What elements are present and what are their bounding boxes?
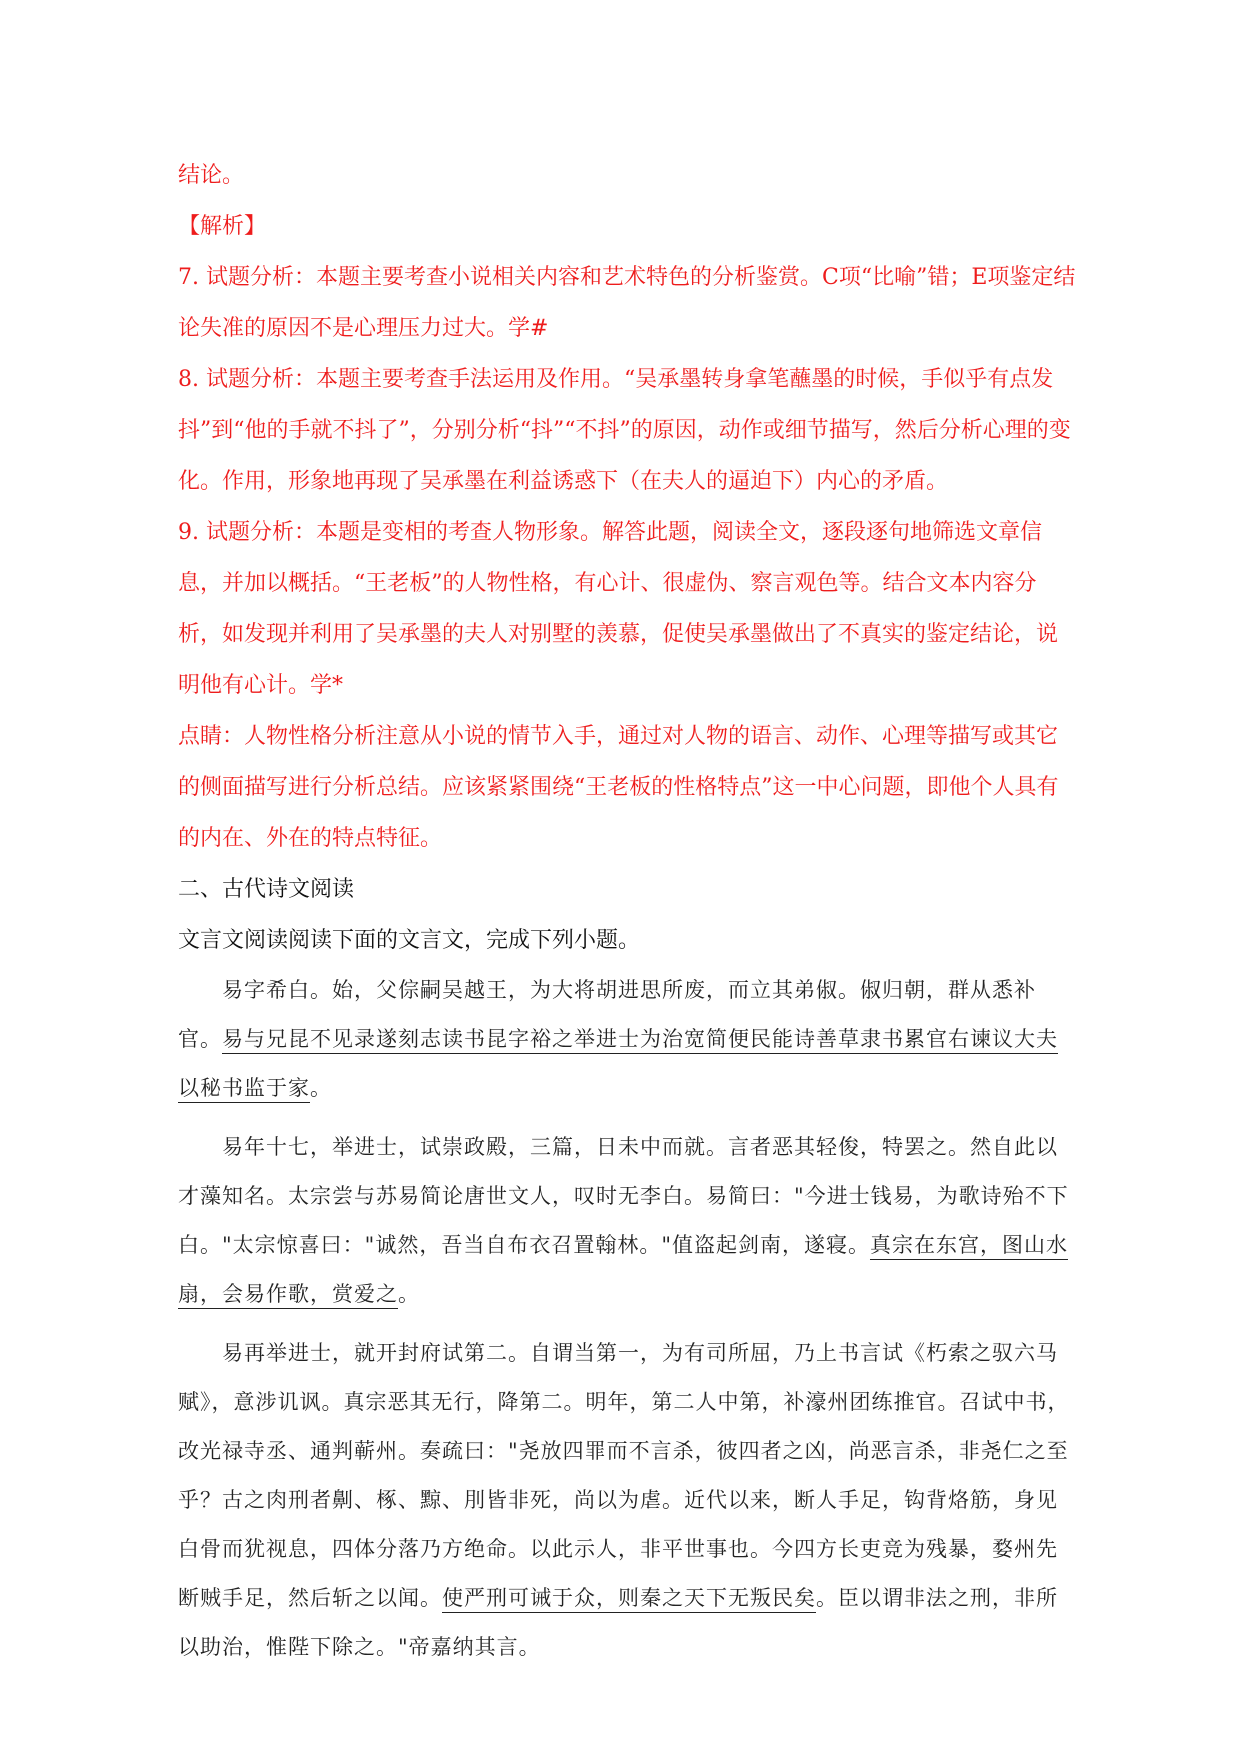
- analysis-heading: 【解析】: [178, 214, 267, 239]
- question-7-analysis: 7. 试题分析：本题主要考查小说相关内容和艺术特色的分析鉴赏。C项“比喻”错；E项鉴定结论失准的原因不是心理压力过大。学#: [178, 265, 1076, 341]
- answer-conclusion-line: 结论。: [178, 163, 245, 188]
- passage-text: 。臣以谓非法之刑，非所以助治，惟陛下除之。"帝嘉纳其言。: [178, 1586, 1058, 1659]
- passage-paragraph-1: [178, 966, 1078, 1113]
- passage-text: 。: [398, 1282, 420, 1306]
- question-8-analysis: 8. 试题分析：本题主要考查手法运用及作用。“吴承墨转身拿笔蘸墨的时候，手似乎有点发抖”到“他的手就不抖了”，分别分析“抖”“不抖”的原因，动作或细节描写，然后分析心理的变化。作用，形象地再现了吴承墨在利益诱惑下（在夫人的逼迫下）内心的矛盾。: [178, 367, 1071, 494]
- document-body: [178, 150, 1078, 1672]
- passage-paragraph-3: [178, 1329, 1078, 1672]
- underlined-sentence: 真宗在东宫，图山水扇，会易作歌，赏爱之: [178, 1233, 1068, 1306]
- passage-text: 。: [310, 1076, 332, 1100]
- key-point-note: 点睛：人物性格分析注意从小说的情节入手，通过对人物的语言、动作、心理等描写或其它的侧面描写进行分析总结。应该紧紧围绕“王老板的性格特点”这一中心问题，即他个人具有的内在、外在的特点特征。: [178, 724, 1059, 851]
- section-two-heading: 二、古代诗文阅读: [178, 877, 355, 902]
- underlined-sentence: 使严刑可诫于众，则秦之天下无叛民矣: [442, 1586, 816, 1610]
- question-9-analysis: 9. 试题分析：本题是变相的考查人物形象。解答此题，阅读全文，逐段逐句地筛选文章信息，并加以概括。“王老板”的人物性格，有心计、很虚伪、察言观色等。结合文本内容分析，如发现并利用了吴承墨的夫人对别墅的羡慕，促使吴承墨做出了不真实的鉴定结论，说明他有心计。学*: [178, 520, 1059, 698]
- passage-text: 易字希白。始，父倧嗣吴越王，为大将胡进思所废，而立其弟俶。俶归朝，群从悉补官。: [178, 978, 1036, 1051]
- passage-paragraph-2: [178, 1123, 1078, 1319]
- passage-text: 易再举进士，就开封府试第二。自谓当第一，为有司所屈，乃上书言试《朽索之驭六马赋》，意涉讥讽。真宗恶其无行，降第二。明年，第二人中第，补濠州团练推官。召试中书，改光禄寺丞、通判蕲州。奏疏曰："尧放四罪而不言杀，彼四者之凶，尚恶言杀，非尧仁之至乎？古之肉刑者劓、椓、黥、刖皆非死，尚以为虐。近代以来，断人手足，钩背烙筋，身见白骨而犹视息，四体分落乃方绝命。以此示人，非平世事也。今四方长吏竞为残暴，婺州先断贼手足，然后斩之以闻。: [178, 1341, 1070, 1610]
- underlined-sentence: 易与兄昆不见录遂刻志读书昆字裕之举进士为治宽简便民能诗善草隶书累官右谏议大夫以秘书监于家: [178, 1027, 1058, 1100]
- passage-text: 易年十七，举进士，试崇政殿，三篇，日未中而就。言者恶其轻俊，特罢之。然自此以才藻知名。太宗尝与苏易简论唐世文人，叹时无李白。易简曰："今进士钱易，为歌诗殆不下白。"太宗惊喜曰："诚然，吾当自布衣召置翰林。"值盗起剑南，遂寝。: [178, 1135, 1069, 1257]
- reading-instruction: 文言文阅读阅读下面的文言文，完成下列小题。: [178, 928, 641, 953]
